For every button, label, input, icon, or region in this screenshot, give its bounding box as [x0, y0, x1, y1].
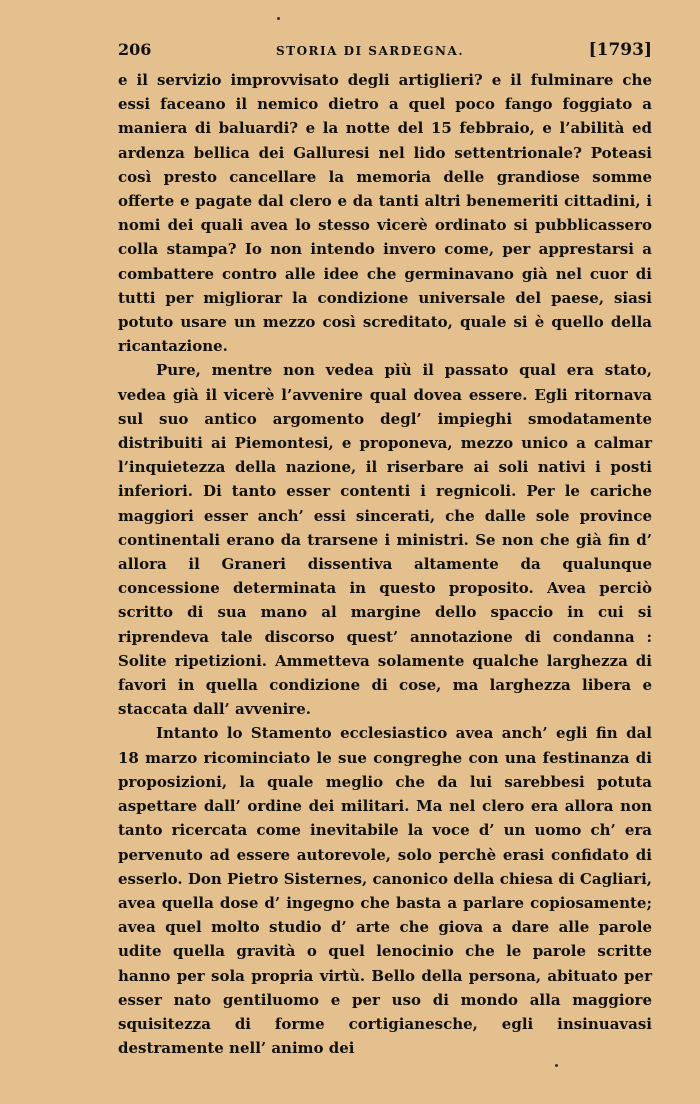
page-header: [118, 40, 652, 68]
speck-mark-top: [277, 17, 280, 20]
year-label: [1793]: [588, 40, 652, 60]
paragraph-1: e il servizio improvvisato degli artiglieri? e il fulminare che essi faceano il nemico dietro a quel poco fango foggiato a maniera di baluardi? e la notte del 15 febbraio, e l’abilità ed ardenza bellica dei Galluresi nel lido settentrionale? Poteasi così presto cancellare la memoria delle grandiose somme offerte e pagate dal clero e da tanti altri benemeriti cittadini, i nomi dei quali avea lo stesso vicerè ordinato si pubblicassero colla stampa? Io non intendo invero come, per apprestarsi a combattere contro alle idee che germinavano già nel cuor di tutti per migliorar la condizione universale del paese, siasi potuto usare un mezzo così screditato, quale si è quello della ricantazione.: [118, 71, 652, 356]
paragraph-2: Pure, mentre non vedea più il passato qual era stato, vedea già il vicerè l’avvenire qual dovea essere. Egli ritornava sul suo antico argomento degl’ impieghi smodatamente distribuiti ai Piemontesi, e proponeva, mezzo unico a calmar l’inquietezza della nazione, il riserbare ai soli nativi i posti inferiori. Di tanto esser contenti i regnicoli. Per le cariche maggiori esser anch’ essi sincerati, che dalle sole province continentali erano da trarsene i ministri. Se non che già fin d’ allora il Graneri dissentiva altamente da qualunque concessione determinata in questo proposito. Avea perciò scritto di sua mano al margine dello spaccio in cui si riprendeva tale discorso quest’ annotazione di condanna : Solite ripetizioni. Ammetteva solamente qualche larghezza di favori in quella condizione di cose, ma larghezza libera e staccata dall’ avvenire.: [118, 361, 652, 719]
speck-mark-bottom: [555, 1064, 558, 1067]
body-text: [118, 68, 652, 1060]
page-number: 206: [118, 40, 152, 59]
paragraph-3: Intanto lo Stamento ecclesiastico avea anch’ egli fin dal 18 marzo ricominciato le sue congreghe con una festinanza di proposizioni, la quale meglio che da lui sarebbesi potuta aspettare dall’ ordine dei militari. Ma nel clero era allora non tanto ricercata come inevitabile la voce d’ un uomo ch’ era pervenuto ad essere autorevole, solo perchè erasi confidato di esserlo. Don Pietro Sisternes, canonico della chiesa di Cagliari, avea quella dose d’ ingegno che basta a parlare copiosamente; avea quel molto studio d’ arte che giova a dare alle parole udite quella gravità o quel lenocinio che le parole scritte hanno per sola propria virtù. Bello della persona, abituato per esser nato gentiluomo e per uso di mondo alla maggiore squisitezza di forme cortigianesche, egli insinuavasi destramente nell’ animo dei: [118, 724, 652, 1058]
running-title: STORIA DI SARDEGNA.: [275, 44, 465, 58]
book-page: [118, 40, 652, 1060]
